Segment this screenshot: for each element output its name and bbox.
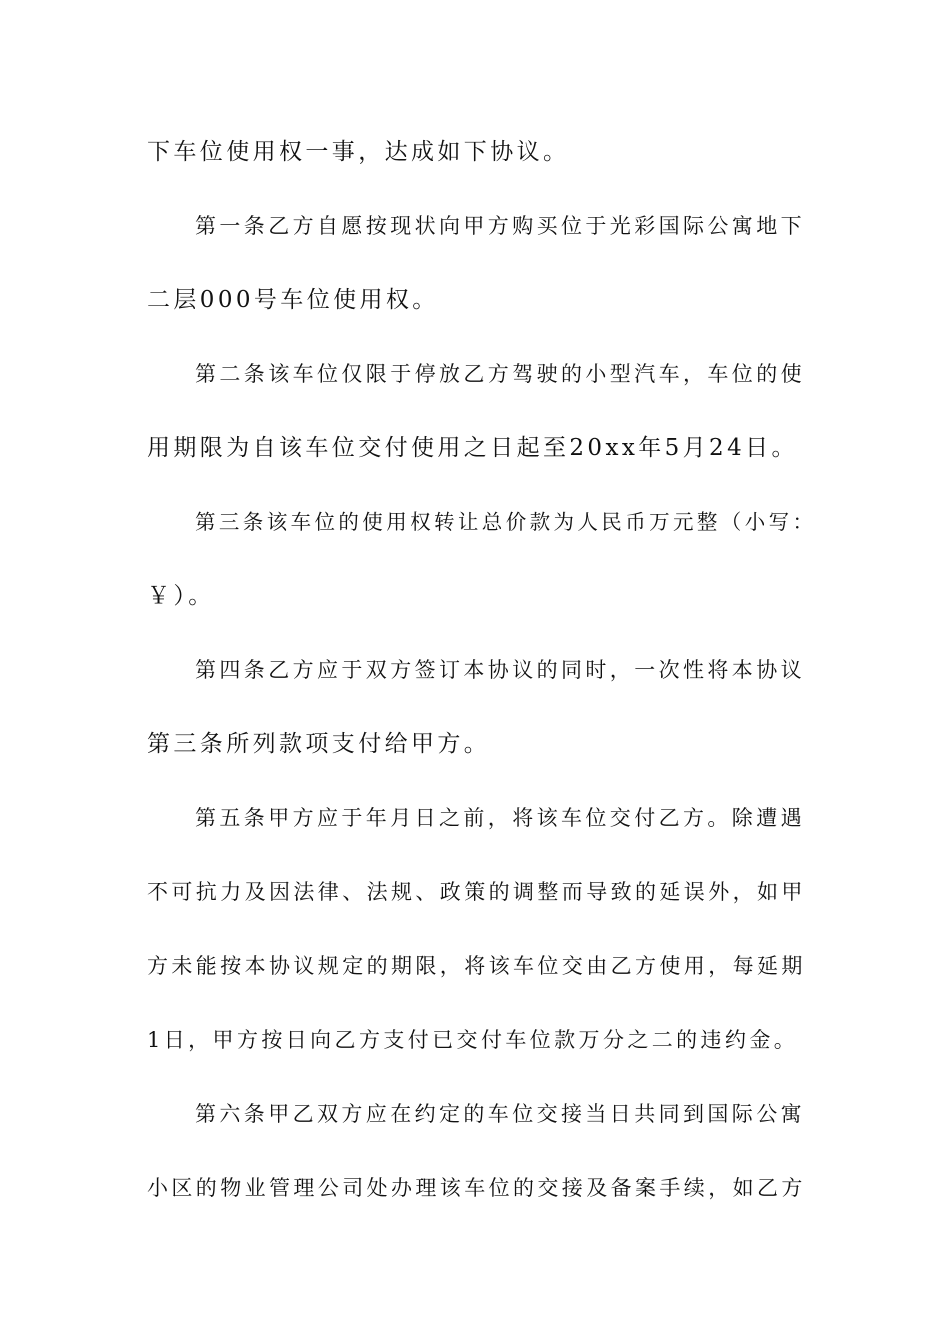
paragraph-first-line: 第五条甲方应于年月日之前，将该车位交付乙方。除遭遇: [195, 806, 805, 830]
text-line: 小区的物业管理公司处办理该车位的交接及备案手续，如乙方: [147, 1176, 806, 1200]
text-line: 不可抗力及因法律、法规、政策的调整而导致的延误外，如甲: [147, 880, 806, 904]
paragraph-first-line: 第三条该车位的使用权转让总价款为人民币万元整（小写：: [195, 510, 817, 534]
paragraph-first-line: 第六条甲乙双方应在约定的车位交接当日共同到国际公寓: [195, 1102, 805, 1126]
text-line: ￥）。: [147, 583, 215, 609]
paragraph-first-line: 第四条乙方应于双方签订本协议的同时，一次性将本协议: [195, 658, 805, 682]
text-line: 方未能按本协议规定的期限，将该车位交由乙方使用，每延期: [147, 954, 806, 978]
text-line: 下车位使用权一事，达成如下协议。: [147, 139, 570, 165]
paragraph-first-line: 第一条乙方自愿按现状向甲方购买位于光彩国际公寓地下: [195, 214, 805, 238]
paragraph-first-line: 第二条该车位仅限于停放乙方驾驶的小型汽车，车位的使: [195, 362, 805, 386]
text-line: 二层000号车位使用权。: [147, 287, 439, 313]
text-line: 用期限为自该车位交付使用之日起至20xx年5月24日。: [147, 435, 798, 461]
text-line: 第三条所列款项支付给甲方。: [147, 731, 491, 757]
text-line: 1日，甲方按日向乙方支付已交付车位款万分之二的违约金。: [147, 1028, 799, 1052]
